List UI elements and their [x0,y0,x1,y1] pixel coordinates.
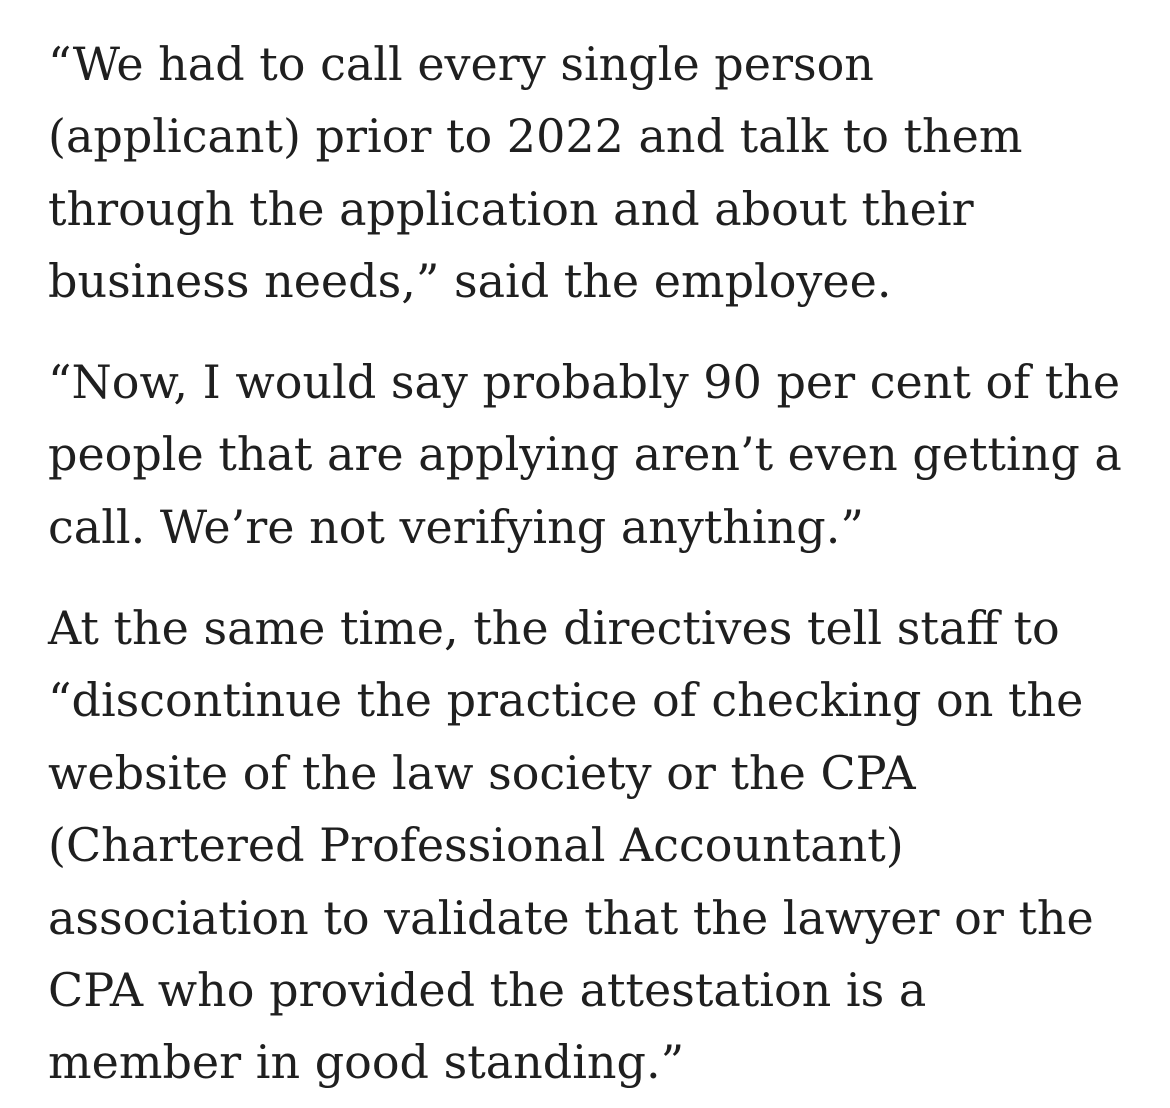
text-line: member in good standing.” [48,1035,685,1090]
paragraph-quote-not-verifying [48,346,1122,563]
text-line: through the application and about their [48,181,974,236]
text-line: (applicant) prior to 2022 and talk to them [48,109,1023,164]
text-line: (Chartered Professional Accountant) [48,818,904,873]
text-line: call. We’re not verifying anything.” [48,499,864,554]
text-line: “discontinue the practice of checking on the [48,673,1084,728]
text-line: people that are applying aren’t even getting a [48,427,1122,482]
paragraph-directives [48,592,1094,1099]
text-line: CPA who provided the attestation is a [48,963,927,1018]
text-line: “Now, I would say probably 90 per cent of the [48,355,1121,409]
text-line: website of the law society or the CPA [48,745,916,800]
paragraph-quote-applicant-calls [48,28,1023,318]
text-line: business needs,” said the employee. [48,254,892,309]
text-line: “We had to call every single person [48,37,874,91]
text-line: association to validate that the lawyer or the [48,890,1094,945]
text-line: At the same time, the directives tell staff to [48,601,1060,655]
